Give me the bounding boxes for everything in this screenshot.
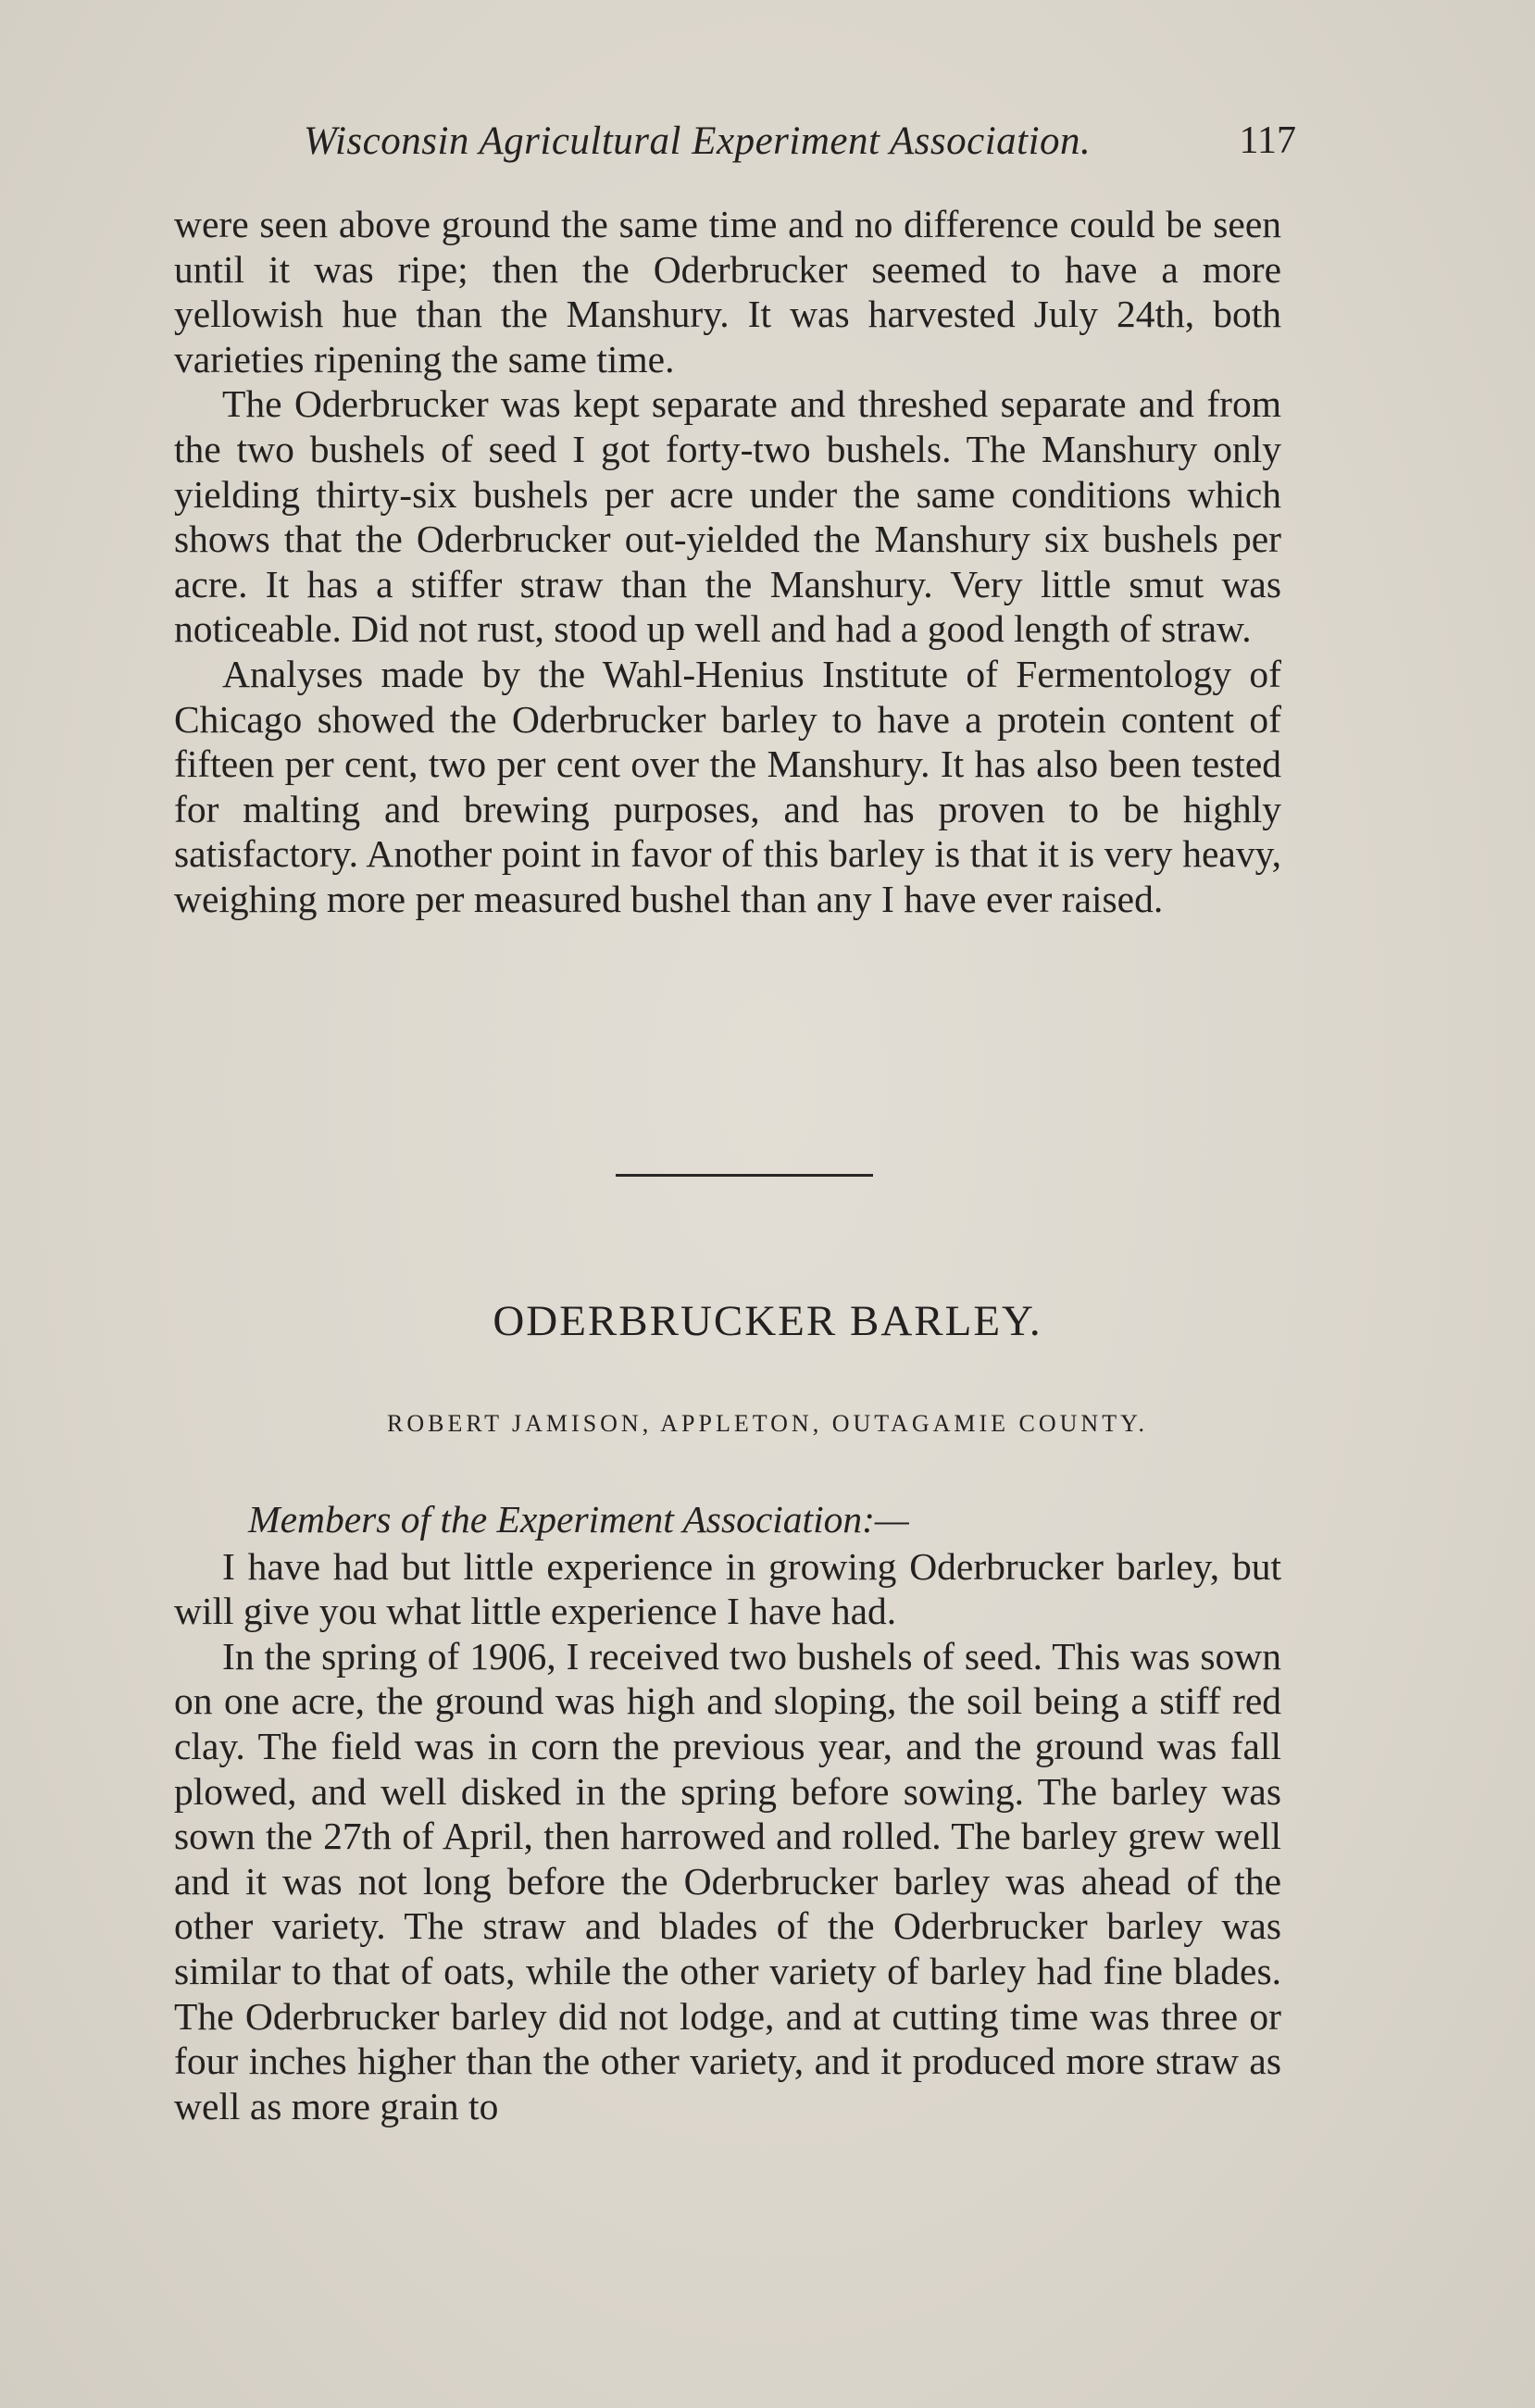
section-divider bbox=[616, 1174, 873, 1177]
salutation: Members of the Experiment Association:— bbox=[248, 1498, 909, 1541]
running-head bbox=[304, 119, 1296, 183]
paragraph-yield: The Oderbrucker was kept separate and threshed separate and from the two bushels of seed I got forty-two bushels. The Manshury only yielding thirty-six bushels per acre under the same conditions which shows that the Oderbrucker out-yielded the Manshury six bushels per acre. It has a stiffer straw than the Manshury. Very little smut was noticeable. Did not rust, stood up well and had a good length of straw. bbox=[174, 382, 1281, 651]
continued-text-section bbox=[174, 202, 1281, 922]
article-title: ODERBRUCKER BARLEY. bbox=[493, 1297, 1042, 1345]
page-number: 117 bbox=[1239, 119, 1296, 162]
article-byline: ROBERT JAMISON, APPLETON, OUTAGAMIE COUNTY. bbox=[386, 1410, 1149, 1437]
article-body bbox=[174, 1497, 1281, 2128]
paragraph-continued: were seen above ground the same time and no difference could be seen until it was ripe; then the Oderbrucker seemed to have a more yellowish hue than the Manshury. It was harvested July 24th, both varieties ripening the same time. bbox=[174, 203, 1281, 381]
paragraph-spring-1906: In the spring of 1906, I received two bushels of seed. This was sown on one acre, the ground was high and sloping, the soil being a stiff red clay. The field was in corn the previous year, and the ground was fall plowed, and well disked in the spring before sowing. The barley was sown the 27th of April, then harrowed and rolled. The barley grew well and it was not long before the Oderbrucker barley was ahead of the other variety. The straw and blades of the Oderbrucker barley was similar to that of oats, while the other variety of barley had fine blades. The Oderbrucker barley did not lodge, and at cutting time was three or four inches higher than the other variety, and it produced more straw as well as more grain to bbox=[174, 1634, 1281, 2127]
paragraph-intro: I have had but little experience in growing Oderbrucker barley, but will give you what little experience I have had. bbox=[174, 1544, 1281, 1633]
running-title: Wisconsin Agricultural Experiment Association. bbox=[304, 119, 1092, 163]
paragraph-analysis: Analyses made by the Wahl-Henius Institute of Fermentology of Chicago showed the Oderbrucker barley to have a protein content of fifteen per cent, two per cent over the Manshury. It has also been tested for malting and brewing purposes, and has proven to be highly satisfactory. Another point in favor of this barley is that it is very heavy, weighing more per measured bushel than any I have ever raised. bbox=[174, 652, 1281, 920]
